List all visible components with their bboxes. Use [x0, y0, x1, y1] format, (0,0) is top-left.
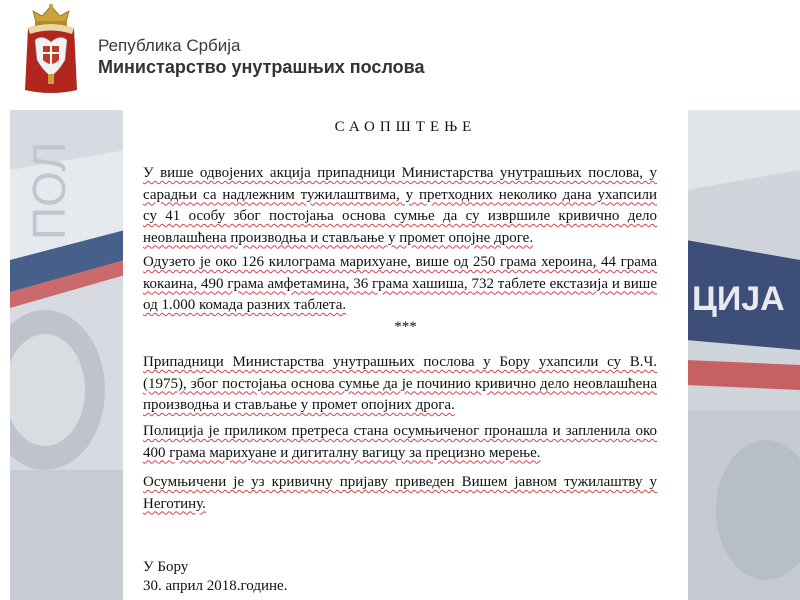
org-name-line2: Министарство унутрашњих послова — [98, 57, 425, 77]
signature-date: 30. април 2018.године. — [143, 578, 288, 594]
paragraph-1: У више одвојених акција припадници Министарства унутрашњих послова, у сарадњи са надлежним тужилаштвима, у претходних неколико дана ухапсили су 41 особу због постојања основа сумње да су извршиле кривично дело неовлашћена производња и стављање у промет опојне дроге. — [143, 165, 657, 246]
police-car-right-image — [686, 110, 800, 600]
paragraph-5: Осумњичени је уз кривичну пријаву приведен Вишем јавном тужилаштву у Неготину. — [143, 474, 657, 512]
police-text-right: ЦИЈА — [692, 280, 785, 318]
signature-place: У Бору — [143, 559, 189, 575]
paragraph-2: Одузето је око 126 килограма марихуане, више од 250 грама хероина, 44 грама кокаина, 490 грама амфетамина, 36 грама хашиша, 732 таблете екстазија и више од 1.000 комада разних таблета. — [143, 254, 657, 313]
site-header — [0, 0, 800, 100]
police-car-left-image — [10, 110, 125, 600]
press-release-document — [123, 110, 688, 600]
document-title: САОПШТЕЊЕ — [334, 119, 477, 135]
org-name-line1: Република Србија — [98, 36, 241, 55]
paragraph-4: Полиција је приликом претреса стана осумњиченог пронашла и запленила око 400 грама марихуане и дигиталну вагицу за прецизно мерење. — [143, 423, 657, 461]
police-text-left: ПОЛ — [23, 141, 75, 240]
paragraph-3: Припадници Министарства унутрашњих послова у Бору ухапсили су В.Ч. (1975), због постојања основа сумње да је починио кривично дело неовлашћена производња и стављање у промет опојних дрога. — [143, 354, 657, 413]
separator: *** — [394, 319, 417, 335]
coat-of-arms-icon[interactable] — [22, 2, 80, 96]
